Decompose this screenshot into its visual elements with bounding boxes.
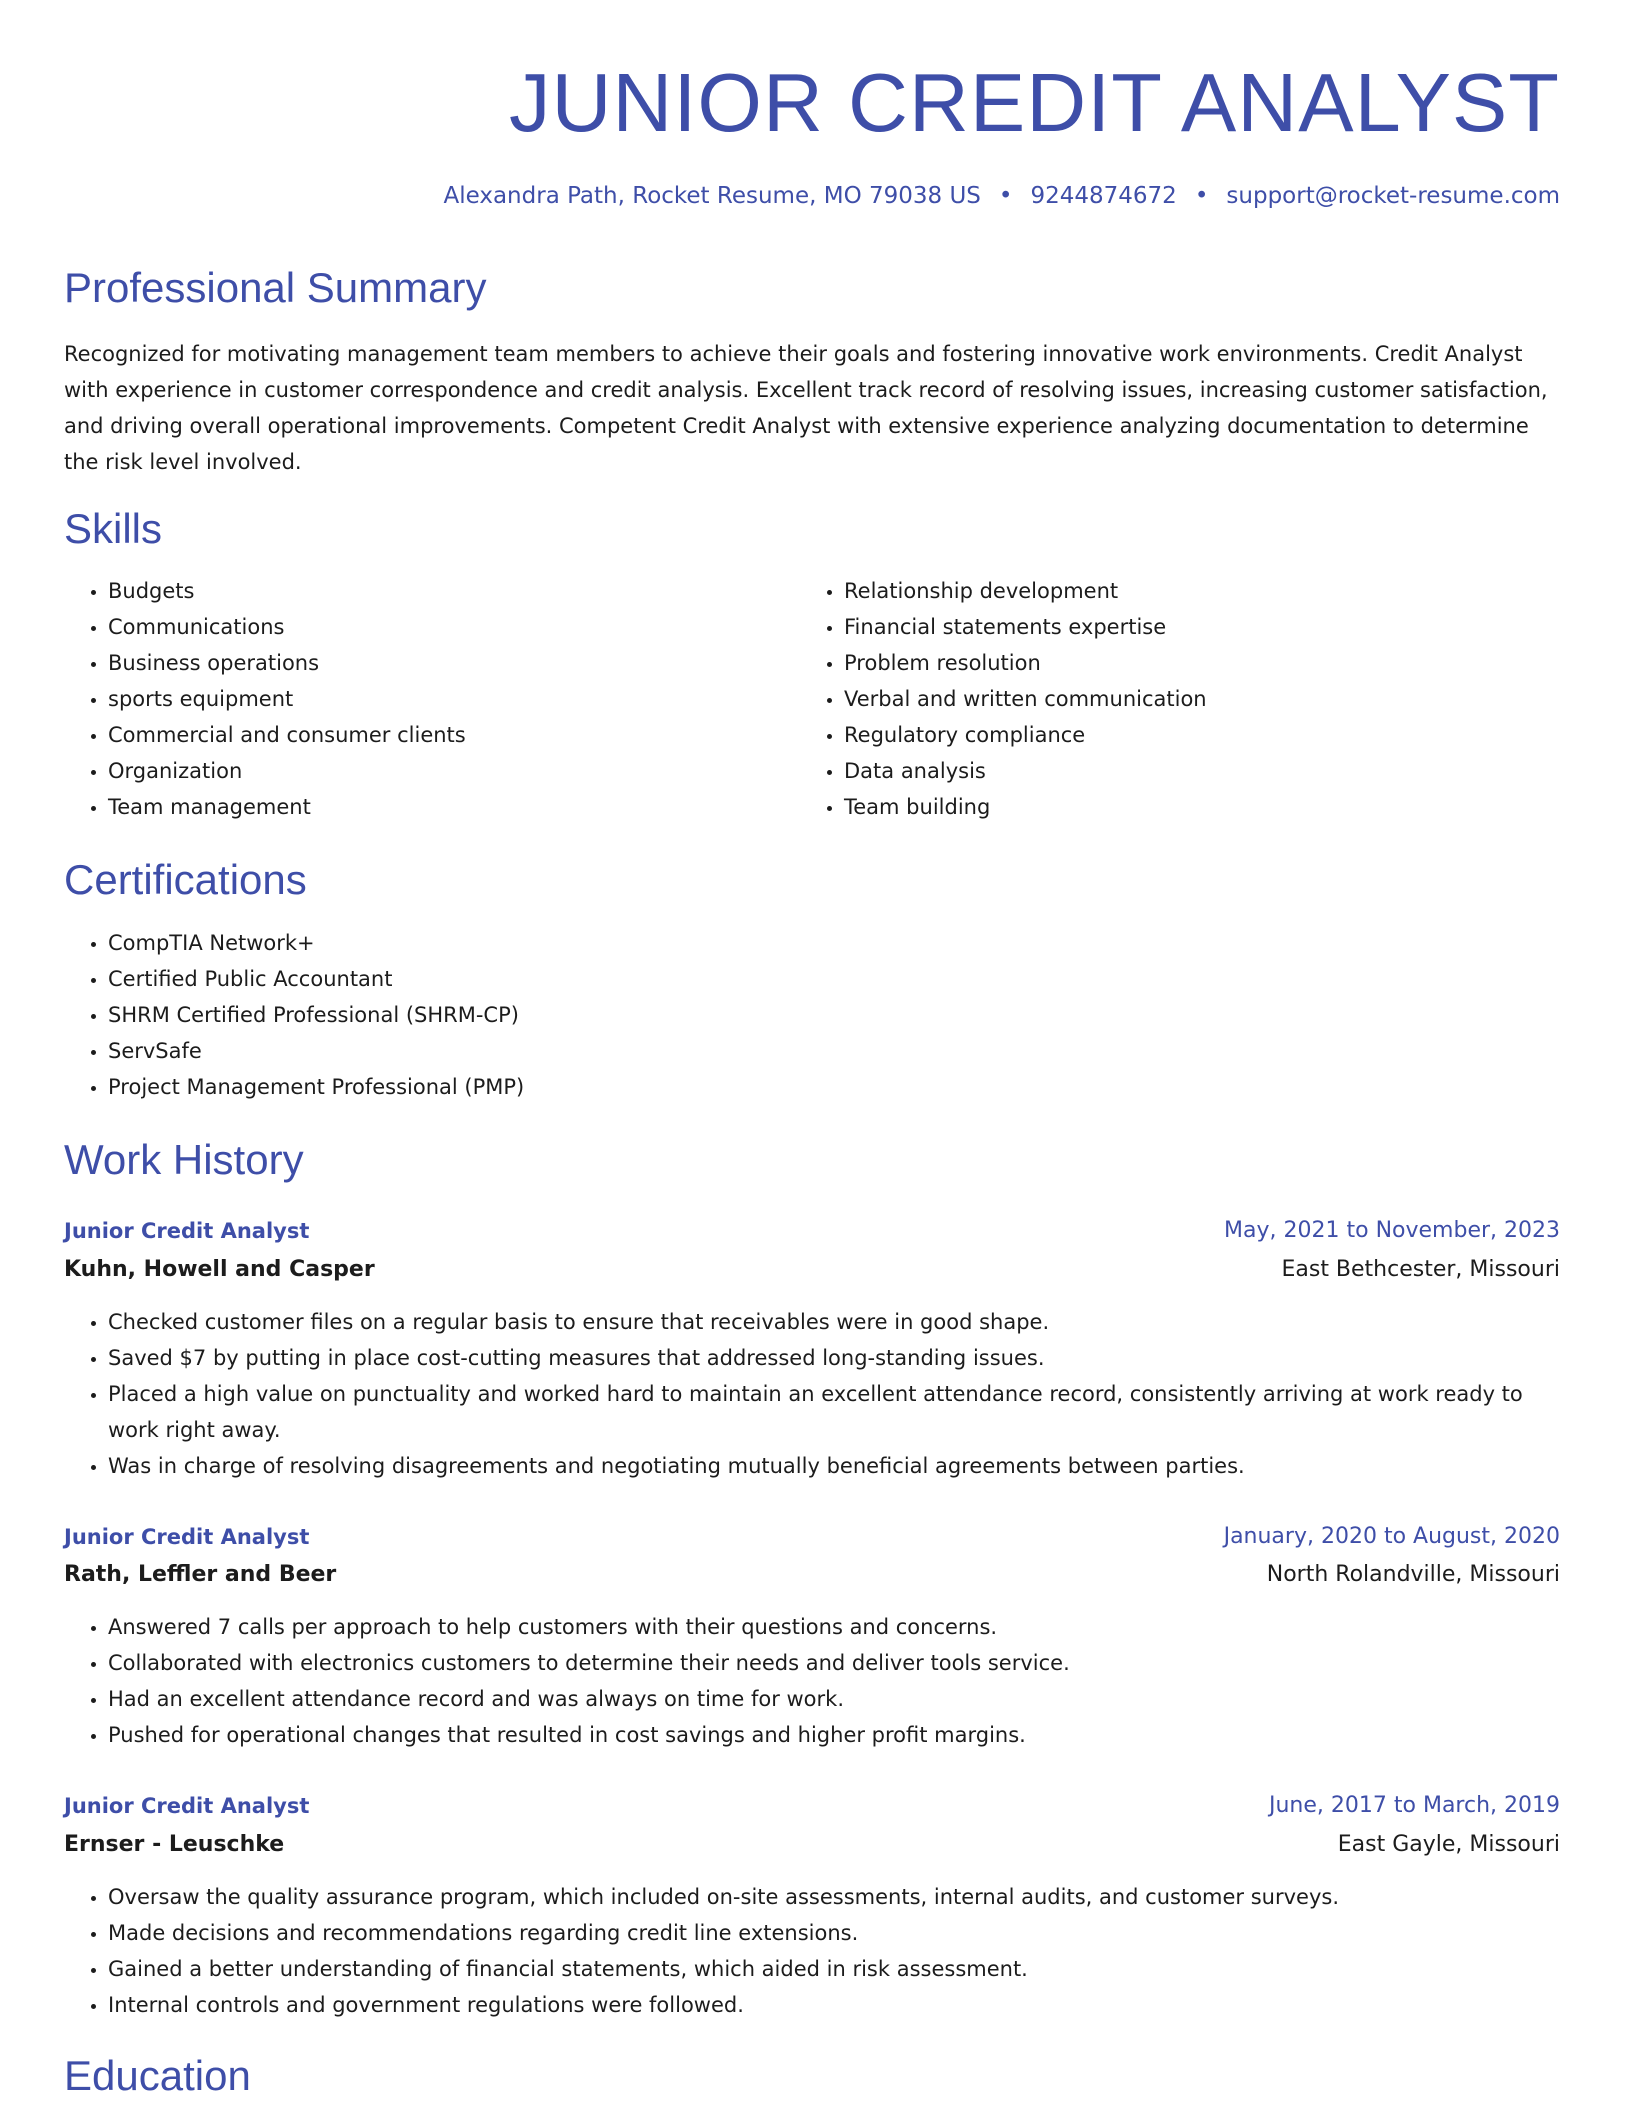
job-bullet: • Answered 7 calls per approach to help customers with their questions and concerns. [108, 1609, 1560, 1645]
job-bullet: • Checked customer files on a regular basis to ensure that receivables were in good shape. [108, 1304, 1560, 1340]
job-location: East Bethcester, Missouri [1281, 1257, 1560, 1282]
certifications-list [64, 925, 524, 1105]
job-bullet: • Had an excellent attendance record and was always on time for work. [108, 1681, 1560, 1717]
section-heading-skills: Skills [64, 505, 163, 552]
skills-list-right [800, 573, 1207, 825]
skill-item: • Financial statements expertise [844, 609, 1207, 645]
skill-item: • Budgets [108, 573, 466, 609]
skill-item: • Team building [844, 789, 1207, 825]
separator-dot: • [1194, 183, 1209, 209]
job-location: North Rolandville, Missouri [1266, 1562, 1560, 1587]
job-bullet: • Was in charge of resolving disagreements and negotiating mutually beneficial agreements between parties. [108, 1448, 1560, 1484]
skills-list-left [64, 573, 466, 825]
job-bullet: • Internal controls and government regulations were followed. [108, 1987, 1560, 2023]
separator-dot: • [998, 183, 1013, 209]
skill-item: • Problem resolution [844, 645, 1207, 681]
job-bullet: • Pushed for operational changes that resulted in cost savings and higher profit margins. [108, 1717, 1560, 1753]
skill-item: • Regulatory compliance [844, 717, 1207, 753]
skill-item: • Verbal and written communication [844, 681, 1207, 717]
contact-line [443, 180, 1560, 212]
resume-title: JUNIOR CREDIT ANALYST [508, 56, 1560, 149]
summary-text: Recognized for motivating management team members to achieve their goals and fostering innovative work environments. Credit Analyst with experience in customer correspondence and credit analysis. Excellent track record of resolving issues, increasing customer satisfaction, and driving overall operational improvements. Competent Credit Analyst with extensive experience analyzing documentation to determine the risk level involved. [64, 342, 1548, 474]
job-dates: May, 2021 to November, 2023 [1224, 1218, 1560, 1243]
skill-item: • sports equipment [108, 681, 466, 717]
section-heading-education: Education [64, 2052, 251, 2099]
section-heading-certifications: Certifications [64, 856, 307, 903]
job-bullets [64, 1304, 1560, 1484]
job-bullet: • Collaborated with electronics customers to determine their needs and deliver tools service. [108, 1645, 1560, 1681]
job-dates: January, 2020 to August, 2020 [1223, 1524, 1560, 1549]
job-bullet: • Placed a high value on punctuality and worked hard to maintain an excellent attendance record, consistently arriving at work ready to work right away. [108, 1376, 1560, 1448]
job-company: Rath, Leffler and Beer [64, 1562, 337, 1587]
section-heading-summary: Professional Summary [64, 264, 487, 311]
certification-item: • SHRM Certified Professional (SHRM-CP) [108, 997, 524, 1033]
job-company: Ernser - Leuschke [64, 1832, 285, 1857]
job-title: Junior Credit Analyst [64, 1219, 310, 1243]
certification-item: • Project Management Professional (PMP) [108, 1069, 524, 1105]
skill-item: • Organization [108, 753, 466, 789]
job-bullets [64, 1879, 1560, 2023]
skill-item: • Business operations [108, 645, 466, 681]
job-bullet: • Made decisions and recommendations regarding credit line extensions. [108, 1915, 1560, 1951]
contact-address: Alexandra Path, Rocket Resume, MO 79038 US [443, 183, 981, 209]
contact-phone: 9244874672 [1030, 183, 1177, 209]
job-bullet: • Oversaw the quality assurance program, which included on-site assessments, internal audits, and customer surveys. [108, 1879, 1560, 1915]
skill-item: • Team management [108, 789, 466, 825]
skill-item: • Commercial and consumer clients [108, 717, 466, 753]
certification-item: • ServSafe [108, 1033, 524, 1069]
job-bullets [64, 1609, 1560, 1753]
section-heading-work-history: Work History [64, 1136, 304, 1183]
job-dates: June, 2017 to March, 2019 [1269, 1793, 1560, 1818]
contact-email[interactable]: support@rocket-resume.com [1226, 183, 1560, 209]
certification-item: • Certified Public Accountant [108, 961, 524, 997]
job-bullet: • Saved $7 by putting in place cost-cutting measures that addressed long-standing issues. [108, 1340, 1560, 1376]
certification-item: • CompTIA Network+ [108, 925, 524, 961]
skill-item: • Relationship development [844, 573, 1207, 609]
job-title: Junior Credit Analyst [64, 1794, 310, 1818]
job-company: Kuhn, Howell and Casper [64, 1257, 375, 1282]
skill-item: • Communications [108, 609, 466, 645]
job-bullet: • Gained a better understanding of financial statements, which aided in risk assessment. [108, 1951, 1560, 1987]
skill-item: • Data analysis [844, 753, 1207, 789]
job-title: Junior Credit Analyst [64, 1525, 310, 1549]
job-location: East Gayle, Missouri [1337, 1832, 1560, 1857]
